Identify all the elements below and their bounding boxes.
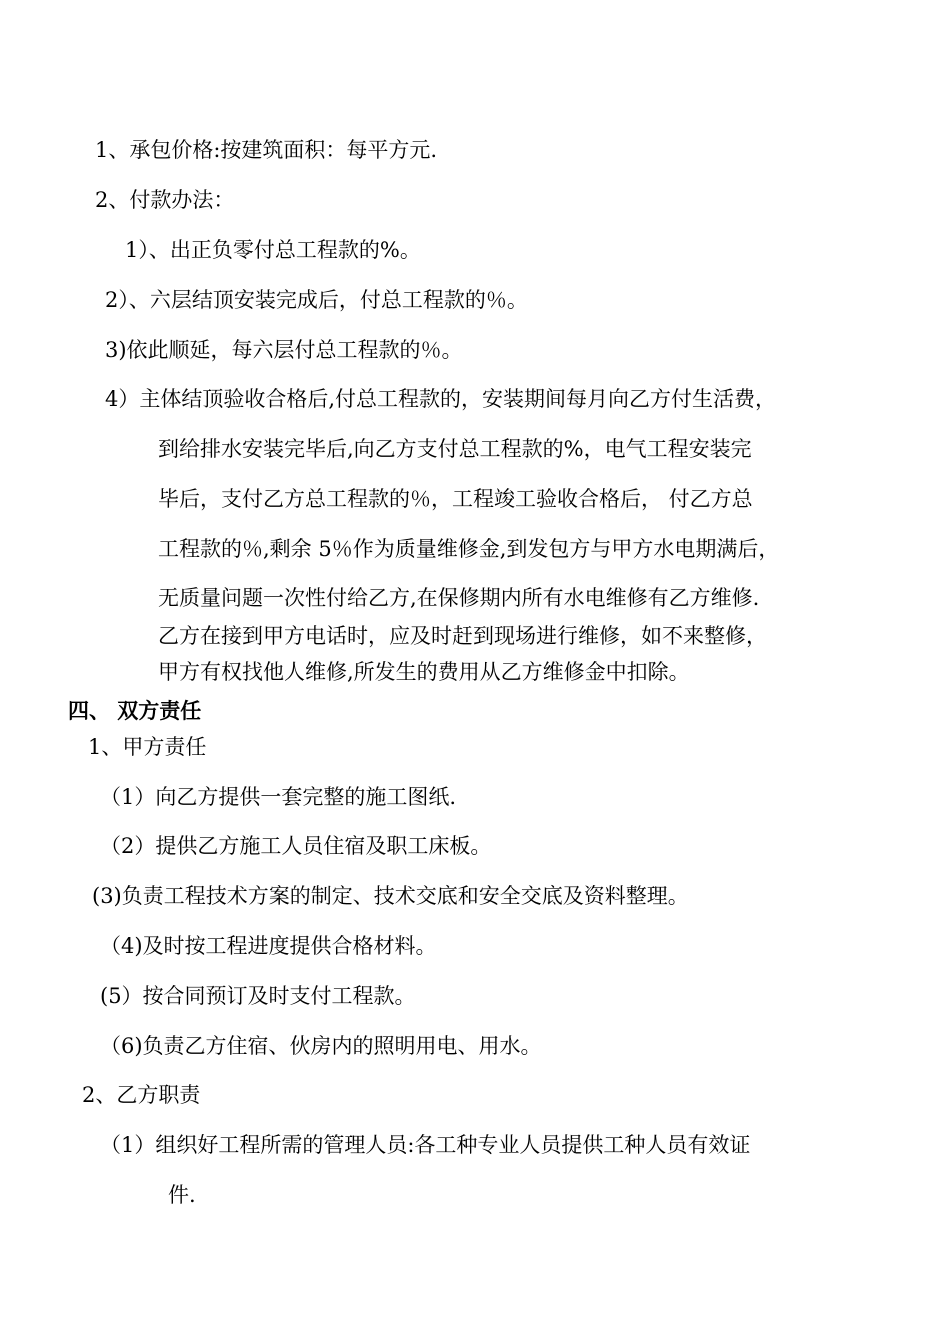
payment-item-4-cont-4: 无质量问题一次性付给乙方,在保修期内所有水电维修有乙方维修.: [158, 586, 760, 610]
party-a-item-2: （2）提供乙方施工人员住宿及职工床板。: [100, 834, 492, 858]
payment-item-4-cont-2: 毕后，支付乙方总工程款的％，工程竣工验收合格后， 付乙方总: [158, 487, 753, 511]
party-b-item-1-cont: 件.: [168, 1183, 196, 1207]
party-a-item-3: (3)负责工程技术方案的制定、技术交底和安全交底及资料整理。: [92, 884, 689, 908]
party-a-item-4: （4)及时按工程进度提供合格材料。: [100, 934, 437, 958]
party-a-heading: 1、甲方责任: [88, 735, 207, 759]
party-a-item-5: (5）按合同预订及时支付工程款。: [100, 984, 416, 1008]
payment-item-4-cont-5: 乙方在接到甲方电话时，应及时赶到现场进行维修，如不来整修，: [158, 624, 767, 648]
payment-item-4-cont-3: 工程款的％,剩余 5％作为质量维修金,到发包方与甲方水电期满后，: [158, 537, 780, 561]
payment-item-1: 1）、出正负零付总工程款的%。: [125, 238, 421, 262]
clause-contract-price: 1、承包价格:按建筑面积：每平方元.: [95, 138, 438, 162]
party-a-item-1: （1）向乙方提供一套完整的施工图纸.: [100, 785, 457, 809]
clause-payment-method: 2、付款办法：: [95, 188, 235, 212]
party-b-heading: 2、乙方职责: [82, 1083, 201, 1107]
payment-item-4-cont-1: 到给排水安装完毕后,向乙方支付总工程款的%，电气工程安装完: [158, 437, 752, 461]
party-a-item-6: （6)负责乙方住宿、伙房内的照明用电、用水。: [100, 1034, 542, 1058]
payment-item-2: 2）、六层结顶安装完成后，付总工程款的％。: [105, 288, 528, 312]
party-b-item-1: （1）组织好工程所需的管理人员:各工种专业人员提供工种人员有效证: [100, 1133, 751, 1157]
payment-item-3: 3)依此顺延，每六层付总工程款的％。: [105, 338, 463, 362]
payment-item-4-cont-6: 甲方有权找他人维修,所发生的费用从乙方维修金中扣除。: [158, 660, 690, 684]
payment-item-4: 4）主体结顶验收合格后,付总工程款的，安装期间每月向乙方付生活费，: [105, 387, 777, 411]
section-heading-responsibilities: 四、 双方责任: [68, 698, 202, 723]
